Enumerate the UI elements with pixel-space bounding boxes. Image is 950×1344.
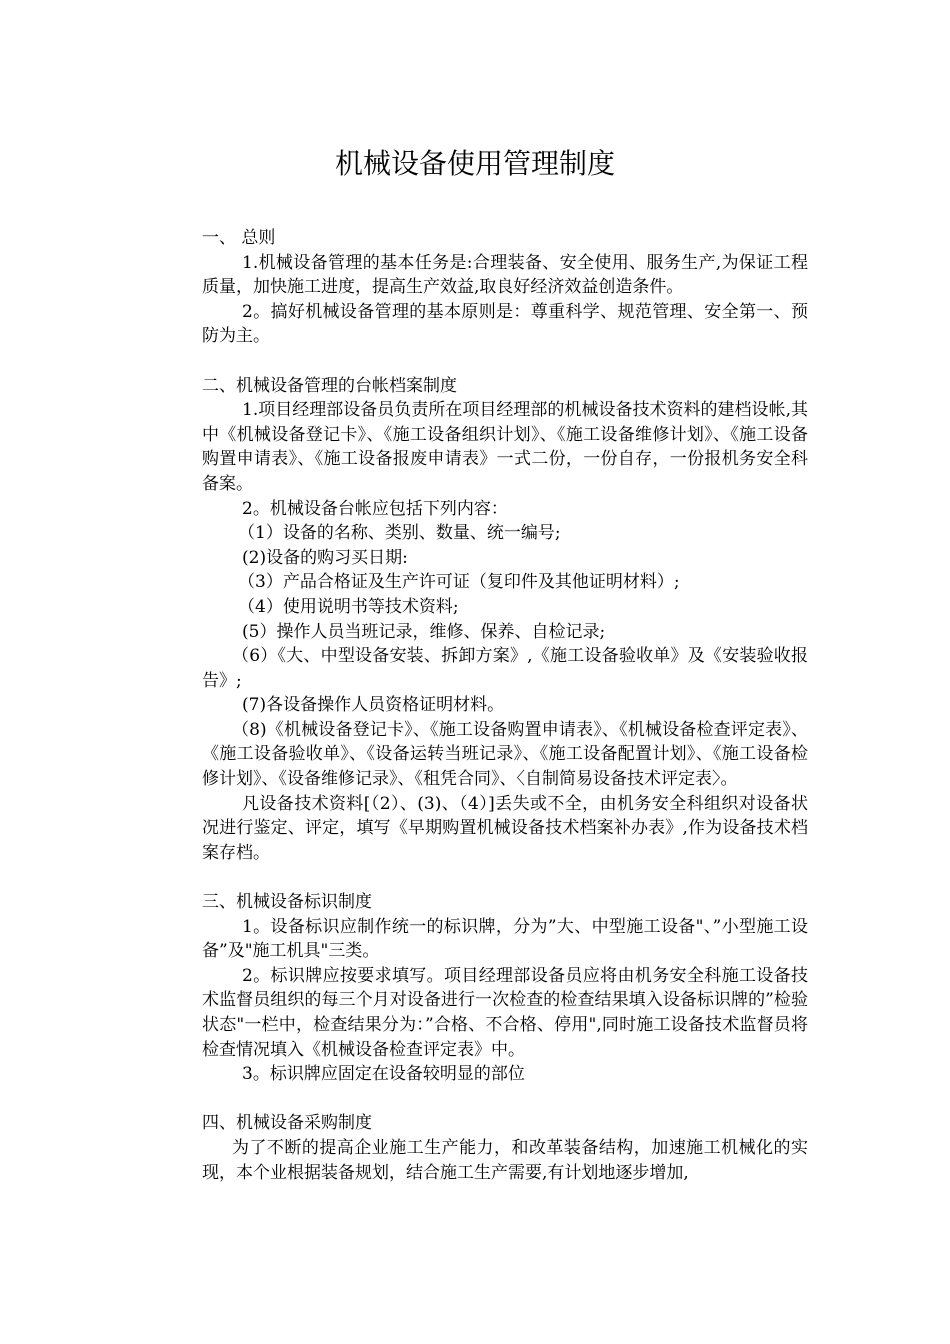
list-item: （8)《机械设备登记卡》、《施工设备购置申请表》、《机械设备检查评定表》、《施工设备验收单》、《设备运转当班记录》、《施工设备配置计划》、《施工设备检修计划》、《设备维修记录》、《租凭合同》、〈自制简易设备技术评定表〉。 (202, 719, 808, 790)
paragraph: 1.项目经理部设备员负责所在项目经理部的机械设备技术资料的建档设帐,其中《机械设备登记卡》、《施工设备组织计划》、《施工设备维修计划》、《施工设备购置申请表》、《施工设备报废申请表》一式二份，一份自存，一份报机务安全科备案。 (202, 400, 808, 494)
page-title: 机械设备使用管理制度 (334, 147, 615, 180)
list-item: （4）使用说明书等技术资料; (238, 596, 459, 617)
list-item: (7)各设备操作人员资格证明材料。 (242, 695, 505, 716)
document-body (202, 226, 808, 1185)
list-item: （6）《大、中型设备安装、拆卸方案》,《施工设备验收单》及《安装验收报告》; (202, 646, 808, 691)
section-heading: 一、 总则 (202, 228, 276, 248)
list-item: (5）操作人员当班记录，维修、保养、自检记录; (242, 621, 606, 642)
section-heading: 二、机械设备管理的台帐档案制度 (202, 375, 457, 396)
paragraph: 1.机械设备管理的基本任务是:合理装备、安全使用、服务生产,为保证工程质量，加快施工进度，提高生产效益,取良好经济效益创造条件。 (202, 252, 808, 298)
section-heading: 三、机械设备标识制度 (202, 892, 372, 913)
list-item: (2)设备的购习买日期: (242, 547, 408, 568)
paragraph: 2。搞好机械设备管理的基本原则是：尊重科学、规范管理、安全第一、预防为主。 (202, 301, 808, 347)
paragraph: 2。机械设备台帐应包括下列内容： (242, 498, 508, 519)
section-ledger-archive (202, 374, 808, 866)
paragraph: 1。设备标识应制作统一的标识牌，分为”大、中型施工设备"、”小型施工设备”及"施工机具"三类。 (202, 916, 808, 962)
paragraph: 3。标识牌应固定在设备较明显的部位 (242, 1064, 525, 1085)
paragraph: 2。标识牌应按要求填写。项目经理部设备员应将由机务安全科施工设备技术监督员组织的每三个月对设备进行一次检查的检查结果填入设备标识牌的”检验状态"一栏中，检查结果分为：”合格、不合格、停用",同时施工设备技术监督员将检查情况填入《机械设备检查评定表》中。 (202, 965, 808, 1060)
section-heading: 四、机械设备采购制度 (202, 1113, 372, 1134)
list-item: （1）设备的名称、类别、数量、统一编号; (238, 523, 561, 544)
paragraph: 为了不断的提高企业施工生产能力，和改革装备结构，加速施工机械化的实现，本个业根据装备规划，结合施工生产需要,有计划地逐步增加, (202, 1137, 808, 1183)
paragraph: 凡设备技术资料[（2）、(3)、（4）]丢失或不全，由机务安全科组织对设备状况进行鉴定、评定，填写《早期购置机械设备技术档案补办表》,作为设备技术档案存档。 (202, 793, 808, 863)
section-general (202, 226, 808, 349)
section-identification (202, 890, 808, 1087)
list-item: （3）产品合格证及生产许可证（复印件及其他证明材料）; (238, 572, 680, 593)
section-procurement (202, 1111, 808, 1185)
